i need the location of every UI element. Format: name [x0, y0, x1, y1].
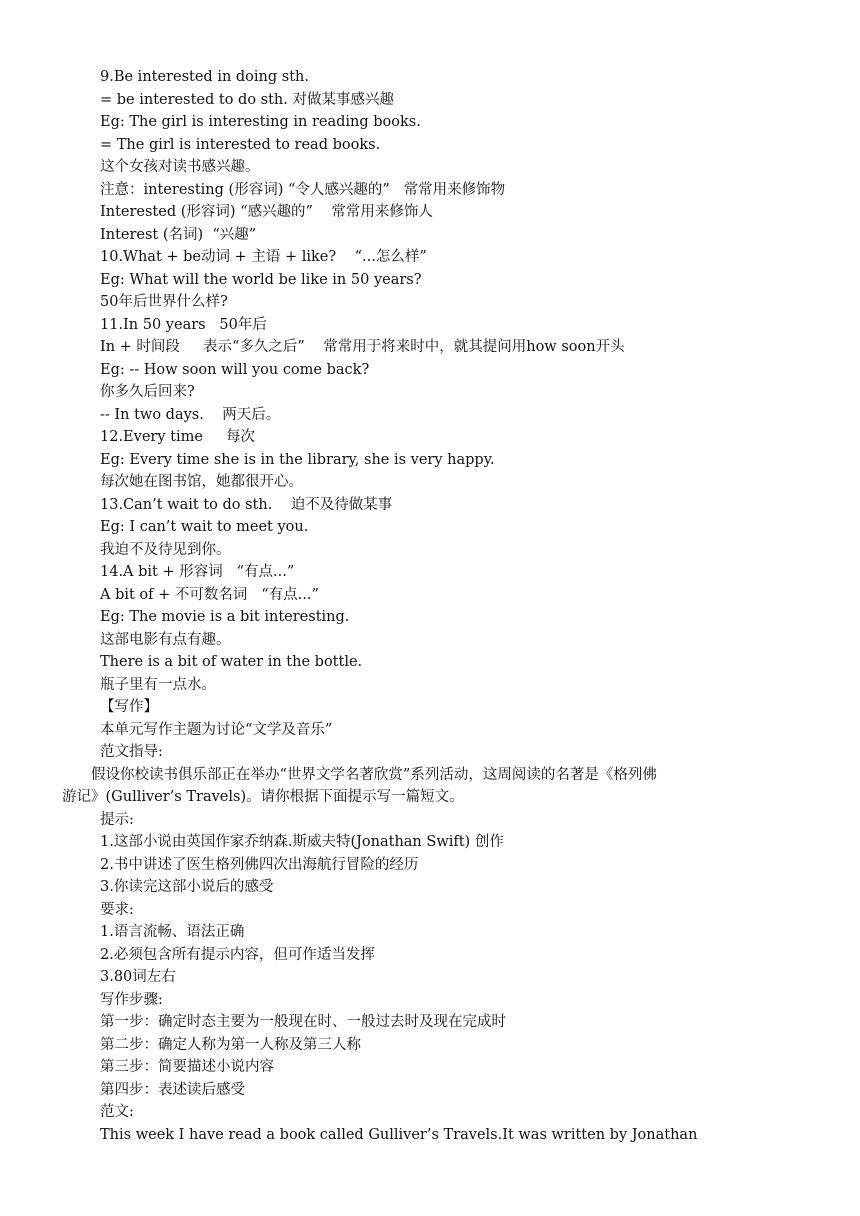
text-line: 这部电影有点有趣。: [100, 631, 231, 648]
text-line: 2.书中讲述了医生格列佛四次出海航行冒险的经历: [100, 856, 419, 873]
text-line: 写作步骤:: [100, 991, 163, 1008]
text-line: 本单元写作主题为讨论“文学及音乐”: [100, 721, 333, 738]
text-line: Eg: What will the world be like in 50 years?: [100, 271, 422, 288]
text-line: 第一步：确定时态主要为一般现在时、一般过去时及现在完成时: [100, 1014, 506, 1030]
section-heading-writing: 【写作】: [100, 699, 158, 715]
text-line: 每次她在图书馆，她都很开心。: [100, 474, 303, 490]
text-line: Eg: The girl is interesting in reading books.: [100, 114, 421, 130]
text-line: 1.这部小说由英国作家乔纳森.斯威夫特(Jonathan Swift) 创作: [100, 834, 504, 850]
text-line: 3.你读完这部小说后的感受: [100, 879, 274, 895]
text-line: 范文指导:: [100, 744, 163, 760]
text-line: 12.Every time 每次: [100, 429, 255, 445]
text-line: 要求:: [100, 901, 134, 918]
text-line: 你多久后回来?: [100, 384, 195, 400]
text-line: 3.80词左右: [100, 969, 176, 985]
text-line: 这个女孩对读书感兴趣。: [100, 159, 260, 175]
text-line: 提示:: [100, 811, 134, 828]
text-line: Eg: The movie is a bit interesting.: [100, 609, 350, 625]
text-line: 注意：interesting (形容词) “令人感兴趣的” 常常用来修饰物: [100, 181, 506, 198]
text-line: 第四步：表述读后感受: [100, 1081, 245, 1098]
text-line: Eg: I can’t wait to meet you.: [100, 519, 309, 535]
text-line: Interest (名词) “兴趣”: [100, 226, 257, 243]
text-line: 第二步：确定人称为第一人称及第三人称: [100, 1036, 361, 1053]
text-line: Interested (形容词) “感兴趣的” 常常用来修饰人: [100, 204, 433, 220]
text-line: 第三步：简要描述小说内容: [100, 1059, 274, 1075]
prompt-paragraph-line-1: 假设你校读书俱乐部正在举办“世界文学名著欣赏”系列活动，这周阅读的名著是《格列佛: [91, 766, 657, 783]
text-line: This week I have read a book called Gulliver’s Travels.It was written by Jonathan: [100, 1126, 698, 1143]
text-line: Eg: -- How soon will you come back?: [100, 361, 370, 378]
text-line: = be interested to do sth. 对做某事感兴趣: [100, 91, 394, 108]
text-line: Eg: Every time she is in the library, she is very happy.: [100, 451, 495, 468]
text-line: 11.In 50 years 50年后: [100, 316, 267, 333]
prompt-paragraph: [62, 764, 800, 809]
text-line: 10.What + be动词 + 主语 + like? “...怎么样”: [100, 249, 427, 265]
document-body: [62, 66, 800, 1146]
text-line: A bit of + 不可数名词 “有点...”: [100, 586, 319, 603]
text-line: There is a bit of water in the bottle.: [100, 654, 363, 670]
text-line: 瓶子里有一点水。: [100, 676, 216, 693]
text-line: = The girl is interested to read books.: [100, 136, 381, 153]
text-line: -- In two days. 两天后。: [100, 406, 281, 423]
text-line: In + 时间段 表示“多久之后” 常常用于将来时中，就其提问用how soon开头: [100, 339, 625, 355]
text-line: 范文:: [100, 1104, 134, 1120]
text-line: 我迫不及待见到你。: [100, 541, 231, 558]
text-line: 13.Can’t wait to do sth. 迫不及待做某事: [100, 496, 393, 513]
text-line: 1.语言流畅、语法正确: [100, 924, 245, 940]
text-line: 50年后世界什么样?: [100, 294, 228, 310]
text-line: 9.Be interested in doing sth.: [100, 69, 309, 85]
prompt-paragraph-line-2: 游记》(Gulliver’s Travels)。请你根据下面提示写一篇短文。: [62, 789, 464, 805]
text-line: 14.A bit + 形容词 “有点...”: [100, 564, 295, 580]
text-line: 2.必须包含所有提示内容，但可作适当发挥: [100, 946, 375, 963]
